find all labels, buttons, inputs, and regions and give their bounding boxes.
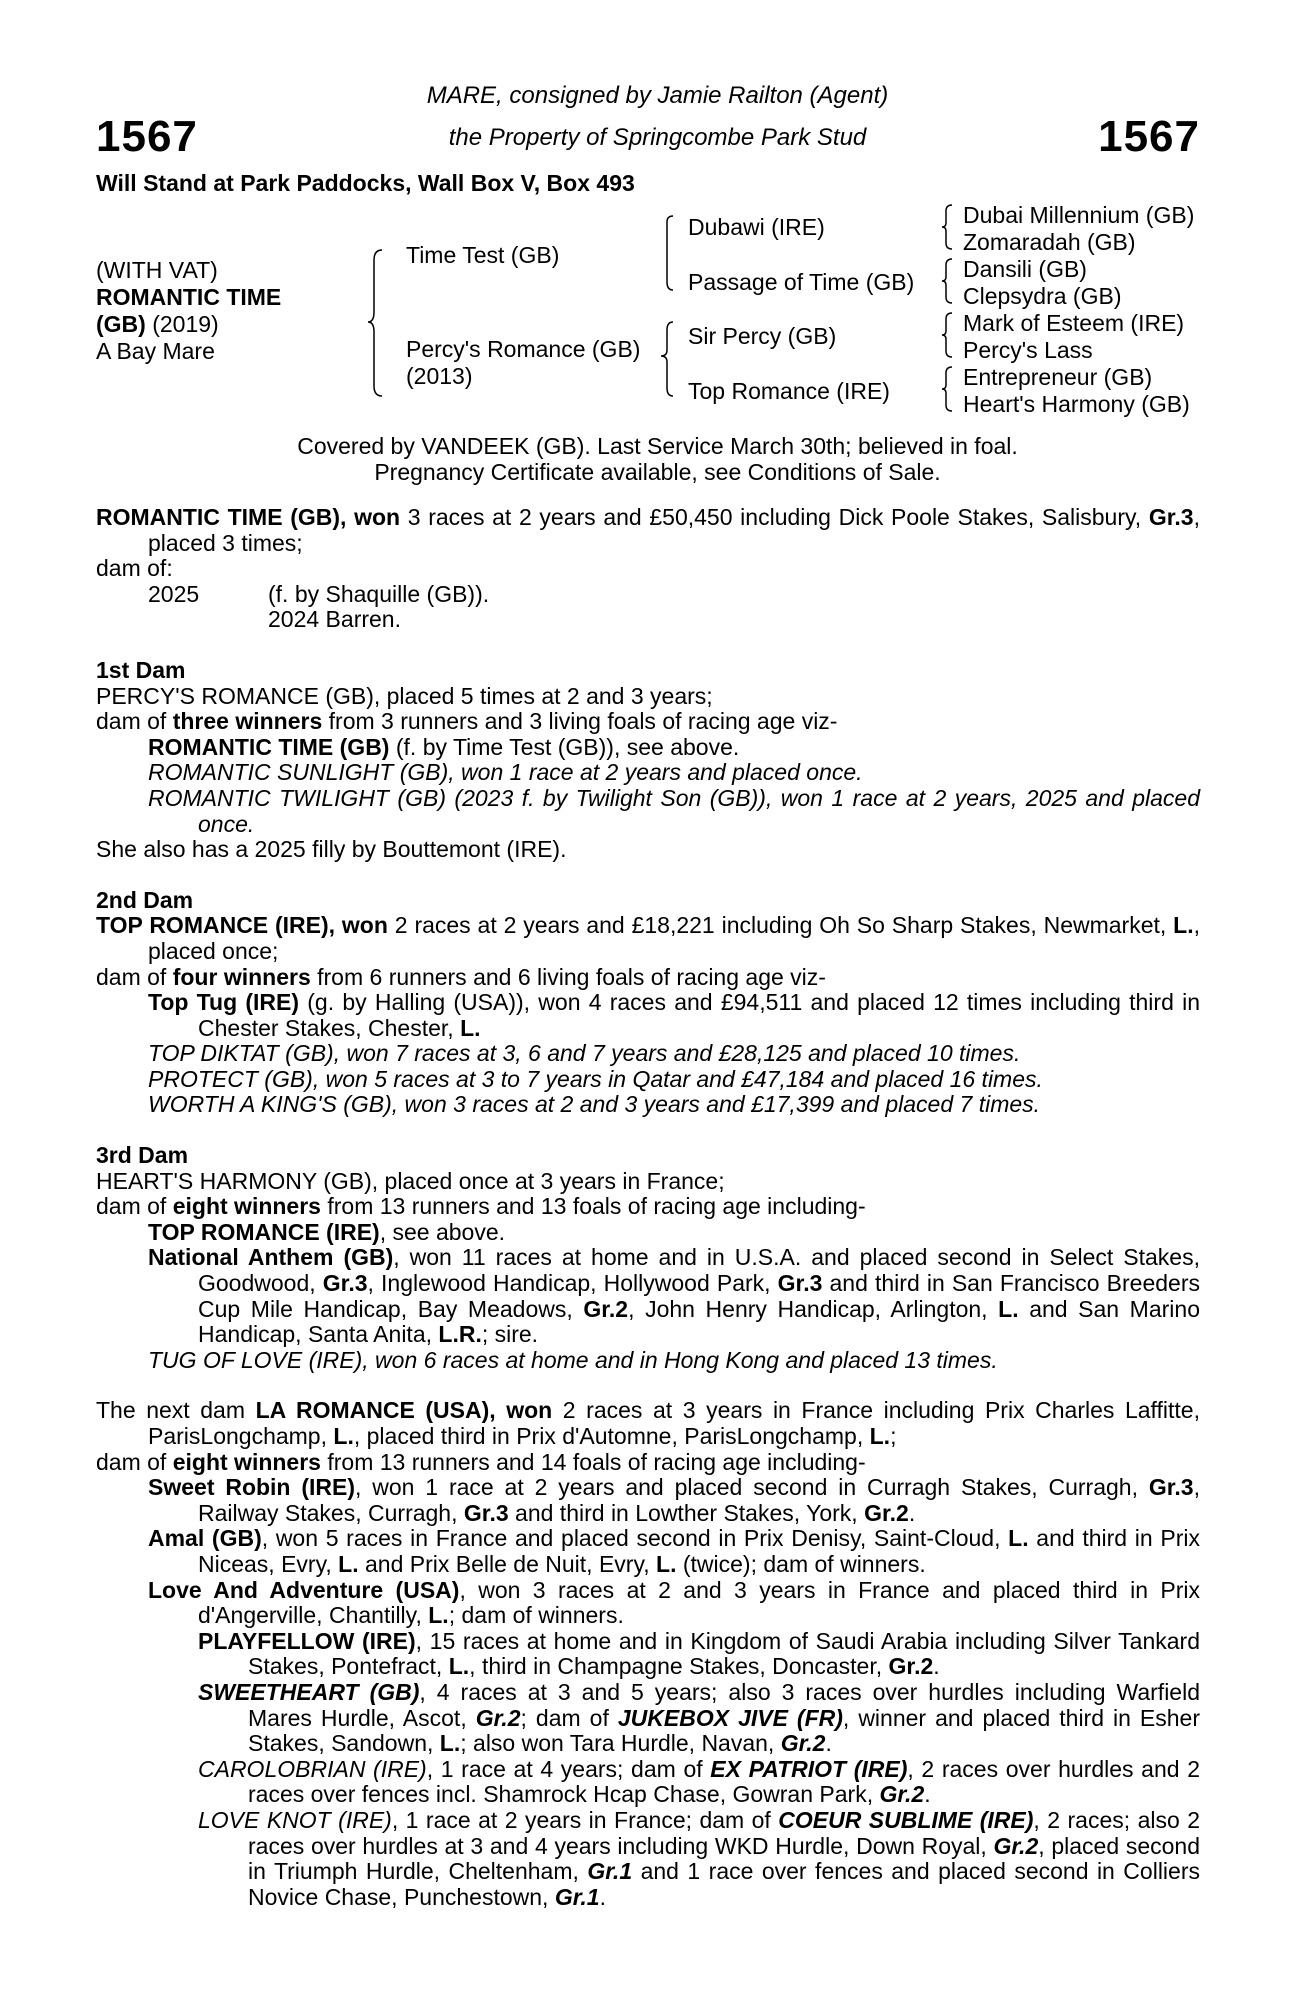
pedigree-bracket-g1 [940,203,956,253]
grand-8: Heart's Harmony (GB) [963,391,1190,417]
second-dam-line: TOP ROMANCE (IRE), won 2 races at 2 years and £18,221 including Oh So Sharp Stakes, Newmarket, L., placed once; [96,912,1200,964]
second-dam-heading: 2nd Dam [96,886,194,913]
property-line: the Property of Springcombe Park Stud [448,124,867,151]
sire: Time Test (GB) [406,242,560,268]
first-dam-note: She also has a 2025 filly by Bouttemont (IRE). [96,836,567,863]
horse-name: ROMANTIC TIME [96,284,282,310]
dam-dam: Top Romance (IRE) [688,378,890,404]
first-dam-line: PERCY'S ROMANCE (GB), placed 5 times at 2 and 3 years; [96,682,713,709]
third-dam-produce: dam of eight winners from 13 runners and 13 foals of racing age including- [96,1193,866,1220]
pregnancy-line: Pregnancy Certificate available, see Conditions of Sale. [374,459,941,485]
third-dam-offspring-3: TUG OF LOVE (IRE), won 6 races at home and in Hong Kong and placed 13 times. [148,1346,998,1373]
cover-line: Covered by VANDEEK (GB). Last Service March 30th; believed in foal. [297,433,1018,459]
grand-offspring-playfellow: PLAYFELLOW (IRE), 15 races at home and in Kingdom of Saudi Arabia including Silver Tankard Stakes, Pontefract, L., third in Champagne Stakes, Doncaster, Gr.2. [198,1627,1201,1680]
grand-3: Dansili (GB) [963,256,1087,282]
sire-dam: Passage of Time (GB) [688,269,915,295]
next-dam-line: The next dam LA ROMANCE (USA), won 2 races at 3 years in France including Prix Charles Laffitte, ParisLongchamp, L., placed third in Prix d'Automne, ParisLongchamp, L.; [96,1397,1200,1449]
catalogue-body [96,505,1200,1910]
pedigree-bracket-main [370,248,390,398]
grand-5: Mark of Esteem (IRE) [963,310,1185,336]
dam-sire: Sir Percy (GB) [688,323,837,349]
vat-label: (WITH VAT) [96,257,218,283]
first-dam-offspring-3: ROMANTIC TWILIGHT (GB) (2023 f. by Twilight Son (GB)), won 1 race at 2 years, 2025 and placed once. [148,784,1200,837]
produce-entry: ROMANTIC TIME (GB), won 3 races at 2 years and £50,450 including Dick Poole Stakes, Salisbury, Gr.3, placed 3 times; [96,504,1200,556]
third-dam-line: HEART'S HARMONY (GB), placed once at 3 years in France; [96,1167,725,1194]
first-dam-produce: dam of three winners from 3 runners and 3 living foals of racing age viz- [96,708,838,735]
horse-description: A Bay Mare [96,338,215,364]
grand-2: Zomaradah (GB) [963,229,1136,255]
grand-offspring-love-knot: LOVE KNOT (IRE), 1 race at 2 years in France; dam of COEUR SUBLIME (IRE), 2 races; also 2 races over hurdles at 3 and 4 years including WKD Hurdle, Down Royal, Gr.2, placed second in Triumph Hurdle, Cheltenham, Gr.1 and 1 race over fences and placed second in Colliers Novice Chase, Punchestown, Gr.1. [198,1806,1201,1910]
dam-year: (2013) [406,363,473,389]
lot-number-right: 1567 [1098,112,1200,161]
first-dam-offspring-1: ROMANTIC TIME (GB) (f. by Time Test (GB)), see above. [148,733,740,760]
pedigree-bracket-g4 [940,365,956,415]
pedigree-bracket-sire [663,214,679,294]
grand-offspring-carolobrian: CAROLOBRIAN (IRE), 1 race at 4 years; dam of EX PATRIOT (IRE), 2 races over hurdles and 2 races over fences incl. Shamrock Hcap Chase, Gowran Park, Gr.2. [198,1755,1200,1808]
produce-foal-2025: 2025 (f. by Shaquille (GB)). [148,580,490,607]
consignor-line: MARE, consigned by Jamie Railton (Agent) [426,82,889,109]
grand-1: Dubai Millennium (GB) [963,202,1195,228]
grand-7: Entrepreneur (GB) [963,364,1153,390]
grand-4: Clepsydra (GB) [963,283,1122,309]
produce-barren: 2024 Barren. [268,606,401,633]
pedigree-bracket-g2 [940,257,956,307]
next-dam-offspring-love-and-adventure: Love And Adventure (USA), won 3 races at 2 and 3 years in France and placed third in Prix d'Angerville, Chantilly, L.; dam of winners. [148,1576,1200,1629]
second-dam-offspring-3: PROTECT (GB), won 5 races at 3 to 7 years in Qatar and £47,184 and placed 16 times. [148,1065,1043,1092]
pedigree-bracket-g3 [940,311,956,361]
second-dam-offspring-1: Top Tug (IRE) (g. by Halling (USA)), won 4 races and £94,511 and placed 12 times including third in Chester Stakes, Chester, L. [148,989,1200,1041]
first-dam-heading: 1st Dam [96,656,186,683]
grand-offspring-sweetheart: SWEETHEART (GB), 4 races at 3 and 5 years; also 3 races over hurdles including Warfield Mares Hurdle, Ascot, Gr.2; dam of JUKEBOX JIVE (FR), winner and placed third in Esher Stakes, Sandown, L.; also won Tara Hurdle, Navan, Gr.2. [198,1678,1201,1757]
second-dam-offspring-4: WORTH A KING'S (GB), won 3 races at 2 and 3 years and £17,399 and placed 7 times. [148,1091,1041,1118]
third-dam-heading: 3rd Dam [96,1142,189,1169]
next-dam-produce: dam of eight winners from 13 runners and 14 foals of racing age including- [96,1448,866,1475]
second-dam-offspring-2: TOP DIKTAT (GB), won 7 races at 3, 6 and 7 years and £28,125 and placed 10 times. [148,1040,1021,1067]
third-dam-offspring-1: TOP ROMANCE (IRE), see above. [148,1218,506,1245]
second-dam-produce: dam of four winners from 6 runners and 6 living foals of racing age viz- [96,963,826,990]
produce-damof: dam of: [96,555,173,582]
pedigree-bracket-dam [663,320,679,400]
sire-sire: Dubawi (IRE) [688,214,825,240]
lot-number-left: 1567 [96,112,198,161]
grand-6: Percy's Lass [963,337,1093,363]
next-dam-offspring-amal: Amal (GB), won 5 races in France and placed second in Prix Denisy, Saint-Cloud, L. and third in Prix Niceas, Evry, L. and Prix Belle de Nuit, Evry, L. (twice); dam of winners. [148,1525,1200,1577]
first-dam-offspring-2: ROMANTIC SUNLIGHT (GB), won 1 race at 2 years and placed once. [148,759,863,786]
third-dam-offspring-2: National Anthem (GB), won 11 races at home and in U.S.A. and placed second in Select Stakes, Goodwood, Gr.3, Inglewood Handicap, Hollywood Park, Gr.3 and third in San Francisco Breeders Cup Mile Handicap, Bay Meadows, Gr.2, John Henry Handicap, Arlington, L. and San Marino Handicap, Santa Anita, L.R.; sire. [148,1244,1200,1348]
stand-line: Will Stand at Park Paddocks, Wall Box V, Box 493 [96,170,635,196]
horse-country-year: (GB) (2019) [96,311,219,337]
next-dam-offspring-sweet-robin: Sweet Robin (IRE), won 1 race at 2 years and placed second in Curragh Stakes, Curragh, Gr.3, Railway Stakes, Curragh, Gr.3 and third in Lowther Stakes, York, Gr.2. [148,1474,1200,1526]
dam: Percy's Romance (GB) [406,336,641,362]
